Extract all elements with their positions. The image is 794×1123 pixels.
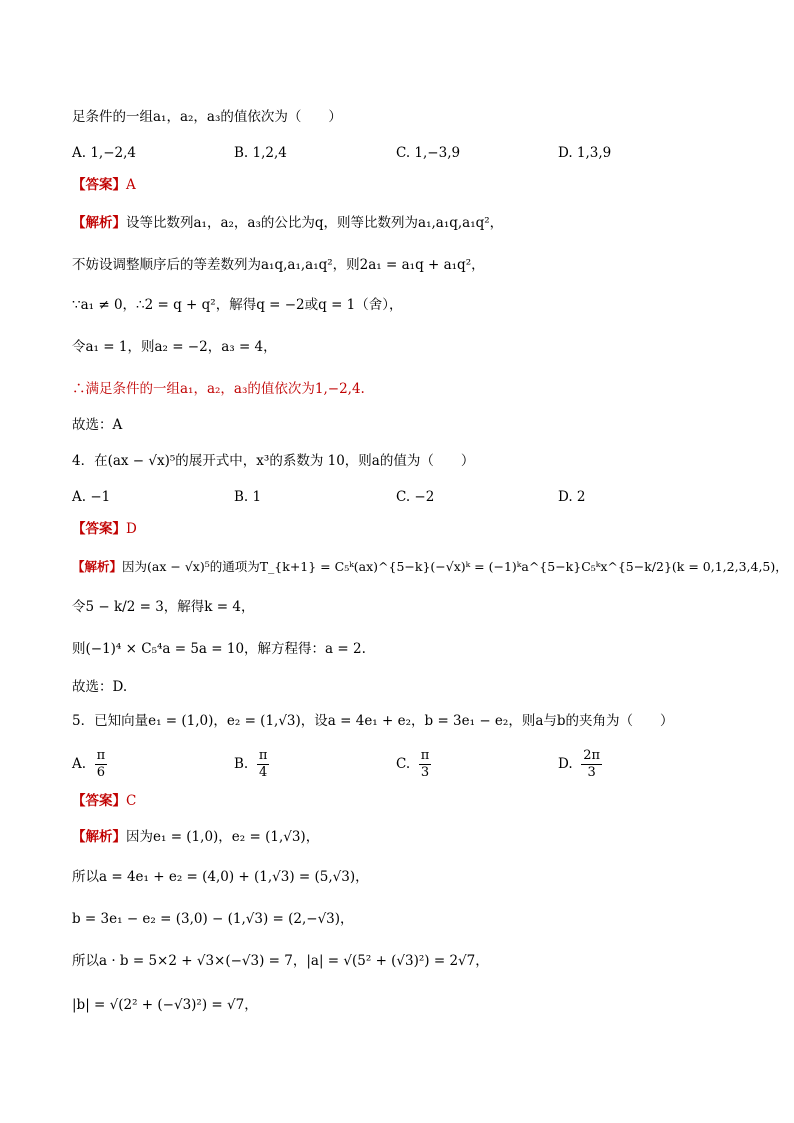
- solution-line: |b| = √(2² + (−√3)²) = √7，: [72, 997, 258, 1013]
- option-a: A. −1: [72, 489, 111, 505]
- solution-line: 则(−1)⁴ × C₅⁴a = 5a = 10，解方程得：a = 2.: [72, 641, 366, 657]
- option-c: C. 1,−3,9: [396, 145, 461, 161]
- option-d: D. 1,3,9: [558, 145, 612, 161]
- option-label: B.: [234, 756, 249, 772]
- solution-line: [72, 826, 319, 848]
- option-label: D.: [558, 756, 573, 772]
- solution-text: 设等比数列a₁，a₂，a₃的公比为q，则等比数列为a₁,a₁q,a₁q²，: [126, 215, 504, 231]
- option-label: C.: [396, 756, 411, 772]
- denominator: 6: [96, 765, 106, 780]
- solution-text: 因为e₁ = (1,0)，e₂ = (1,√3)，: [126, 829, 320, 845]
- answer-tag: 【答案】: [72, 177, 126, 193]
- selection-line: 故选：A: [72, 417, 123, 433]
- selection-line: 故选：D.: [72, 679, 128, 695]
- solution-line: ∵a₁ ≠ 0，∴2 = q + q²，解得q = −2或q = 1（舍），: [72, 297, 403, 313]
- option-b: [234, 748, 269, 781]
- solution-tag: 【解析】: [72, 559, 123, 574]
- option-c: C. −2: [396, 489, 435, 505]
- solution-line: 所以a · b = 5×2 + √3×(−√3) = 7，|a| = √(5² + (√3)²) = 2√7，: [72, 953, 489, 969]
- option-b: B. 1,2,4: [234, 145, 287, 161]
- solution-tag: 【解析】: [72, 215, 126, 231]
- solution-text: 因为(ax − √x)⁵的通项为T_{k+1} = C₅ᵏ(ax)^{5−k}(−√x)ᵏ = (−1)ᵏa^{5−k}C₅ᵏx^{5−k/2}(k = 0,1,2,3,4,5)，: [122, 559, 788, 574]
- answer-line: [72, 518, 137, 540]
- numerator: π: [96, 748, 106, 763]
- option-a: A. 1,−2,4: [72, 145, 136, 161]
- denominator: 3: [420, 765, 430, 780]
- solution-conclusion: ∴满足条件的一组a₁，a₂，a₃的值依次为1,−2,4.: [72, 381, 365, 397]
- question-5-stem: 5．已知向量e₁ = (1,0)，e₂ = (1,√3)，设a = 4e₁ + e₂，b = 3e₁ − e₂，则a与b的夹角为（ ）: [72, 713, 674, 729]
- option-label: A.: [72, 756, 87, 772]
- solution-line: b = 3e₁ − e₂ = (3,0) − (1,√3) = (2,−√3)，: [72, 911, 354, 927]
- answer-value: C: [126, 793, 137, 809]
- answer-tag: 【答案】: [72, 521, 126, 537]
- option-d: [558, 748, 602, 781]
- numerator: π: [258, 748, 268, 763]
- solution-line: 不妨设调整顺序后的等差数列为a₁q,a₁,a₁q²，则2a₁ = a₁q + a₁q²，: [72, 257, 485, 273]
- answer-line: [72, 790, 136, 812]
- question-4-stem: 4．在(ax − √x)⁵的展开式中，x³的系数为 10，则a的值为（ ）: [72, 453, 475, 469]
- fraction: [95, 748, 108, 781]
- question-stem-continuation: 足条件的一组a₁，a₂，a₃的值依次为（ ）: [72, 109, 342, 125]
- fraction: [419, 748, 432, 781]
- option-a: [72, 748, 107, 781]
- denominator: 4: [258, 765, 268, 780]
- solution-line: [72, 556, 788, 578]
- answer-value: A: [126, 177, 136, 193]
- solution-line: 所以a = 4e₁ + e₂ = (4,0) + (1,√3) = (5,√3)，: [72, 869, 369, 885]
- solution-line: 令a₁ = 1，则a₂ = −2，a₃ = 4，: [72, 339, 277, 355]
- numerator: 2π: [583, 748, 601, 763]
- fraction: [257, 748, 270, 781]
- answer-value: D: [126, 521, 137, 537]
- answer-tag: 【答案】: [72, 793, 126, 809]
- option-c: [396, 748, 431, 781]
- answer-line: [72, 174, 136, 196]
- solution-line: [72, 212, 503, 234]
- option-b: B. 1: [234, 489, 262, 505]
- solution-line: 令5 − k/2 = 3，解得k = 4，: [72, 599, 255, 615]
- solution-tag: 【解析】: [72, 829, 126, 845]
- numerator: π: [420, 748, 430, 763]
- option-d: D. 2: [558, 489, 586, 505]
- denominator: 3: [587, 765, 596, 780]
- fraction: [581, 748, 602, 781]
